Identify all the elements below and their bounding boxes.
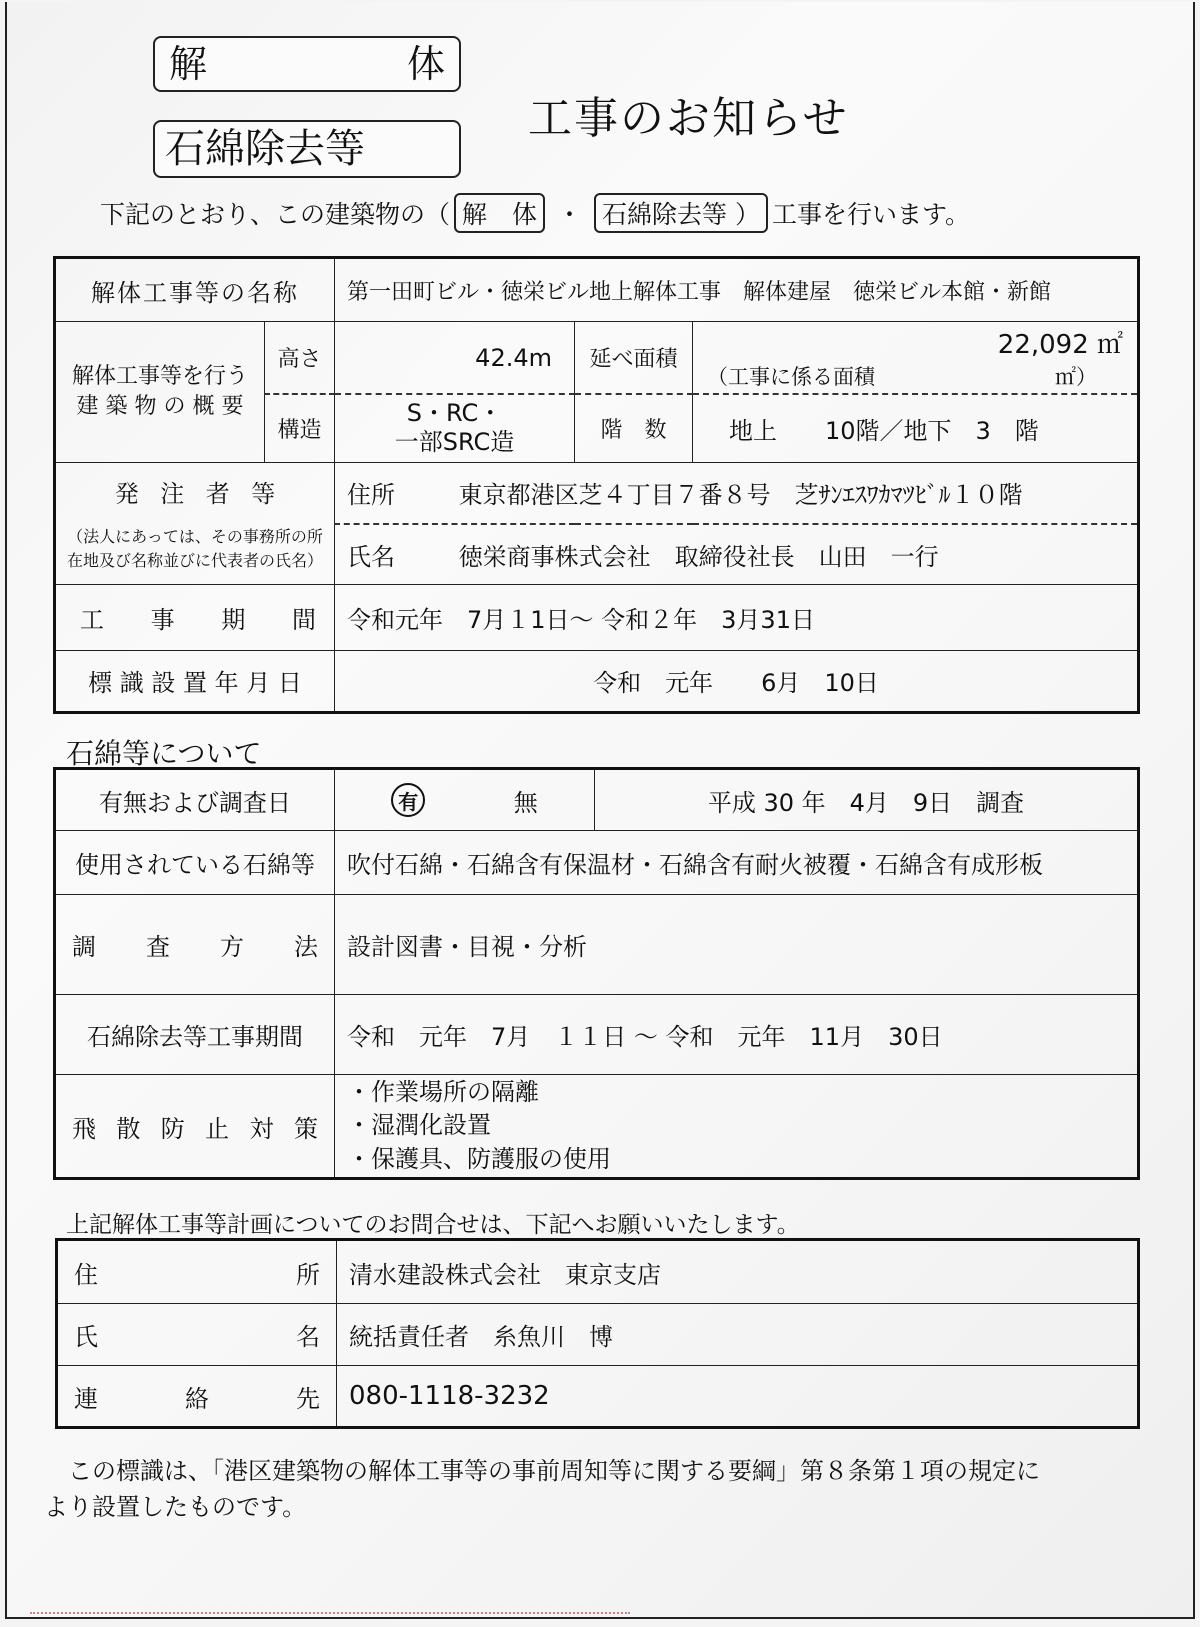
structure-value-line1: S・RC・ bbox=[406, 399, 503, 428]
client-label-char: 発 bbox=[114, 480, 139, 509]
countermeasures-label-char: 散 bbox=[116, 1114, 141, 1143]
method-label-char: 調 bbox=[72, 933, 96, 961]
countermeasure-item: ・保護具、防護服の使用 bbox=[347, 1144, 611, 1173]
intro-suffix: 工事を行います。 bbox=[772, 200, 971, 229]
client-note-line1: （法人にあっては、その事務所の所 bbox=[67, 527, 323, 547]
sign-date-label: 標 識 設 置 年 月 日 bbox=[55, 650, 335, 712]
client-name-value: 徳栄商事株式会社 取締役社長 山田 一行 bbox=[458, 542, 939, 571]
client-name-cell bbox=[335, 524, 1139, 584]
row-name bbox=[55, 258, 1139, 322]
structure-value bbox=[335, 394, 575, 462]
structure-value-line2: 一部SRC造 bbox=[394, 428, 515, 457]
contact-address-value: 清水建設株式会社 東京支店 bbox=[337, 1240, 1139, 1304]
client-address-value: 東京都港区芝４丁目７番８号 芝ｻﾝｴｽﾜｶﾏﾂﾋﾞﾙ１０階 bbox=[458, 481, 1023, 510]
client-name-label: 氏名 bbox=[347, 542, 395, 571]
presence-no: 無 bbox=[513, 788, 538, 817]
contact-name-label-char: 名 bbox=[296, 1323, 320, 1351]
floors-label: 階 数 bbox=[575, 394, 693, 462]
legal-notice-line2: より設置したものです。 bbox=[44, 1493, 307, 1521]
intro-line bbox=[100, 193, 970, 233]
construction-info-table bbox=[53, 256, 1140, 714]
period-label bbox=[55, 584, 335, 650]
contact-phone-value: 080-1118-3232 bbox=[337, 1366, 1139, 1428]
contact-address-label bbox=[57, 1240, 337, 1304]
materials-value: 吹付石綿・石綿含有保温材・石綿含有耐火被覆・石綿含有成形板 bbox=[335, 831, 1139, 895]
presence-options bbox=[335, 769, 595, 831]
row-contact-name bbox=[57, 1304, 1139, 1366]
name-value: 第一田町ビル・徳栄ビル地上解体工事 解体建屋 徳栄ビル本館・新館 bbox=[335, 258, 1139, 322]
contact-address-label-char: 所 bbox=[296, 1260, 320, 1289]
contact-table bbox=[55, 1238, 1140, 1429]
countermeasures-label-char: 飛 bbox=[72, 1114, 96, 1143]
row-height bbox=[55, 322, 1139, 395]
period-value: 令和元年 7月１1日～ 令和２年 3月31日 bbox=[335, 584, 1139, 650]
method-label-char: 方 bbox=[220, 933, 244, 961]
contact-phone-label-char: 連 bbox=[74, 1384, 98, 1413]
row-method bbox=[55, 895, 1139, 995]
client-address-cell bbox=[335, 462, 1139, 524]
intro-option-demolition: 解 体 bbox=[454, 193, 545, 233]
structure-label: 構造 bbox=[265, 394, 335, 462]
survey-date: 平成 30 年 4月 9日 調査 bbox=[595, 769, 1139, 831]
asbestos-table bbox=[53, 767, 1140, 1180]
contact-name-label bbox=[57, 1304, 337, 1366]
countermeasures-label-char: 対 bbox=[249, 1114, 274, 1143]
row-countermeasures bbox=[55, 1075, 1139, 1179]
legal-notice-line1: この標識は、「港区建築物の解体工事等の事前周知等に関する要綱」第８条第１項の規定に bbox=[68, 1457, 1040, 1485]
method-label bbox=[55, 895, 335, 995]
client-label-char: 等 bbox=[251, 480, 276, 509]
method-label-char: 法 bbox=[294, 933, 318, 961]
removal-period-label: 石綿除去等工事期間 bbox=[55, 995, 335, 1075]
work-area-label: （工事に係る面積 bbox=[707, 365, 875, 389]
floor-area-value: 22,092 ㎡ bbox=[997, 330, 1124, 360]
client-label-char: 注 bbox=[160, 480, 185, 509]
countermeasure-item: ・湿潤化設置 bbox=[347, 1111, 491, 1140]
countermeasures-label-char: 防 bbox=[160, 1114, 185, 1143]
asbestos-box bbox=[153, 120, 461, 178]
period-label-char: 間 bbox=[291, 605, 316, 634]
client-note-line2: 在地及び名称並びに代表者の氏名） bbox=[66, 550, 323, 570]
countermeasures-label bbox=[55, 1075, 335, 1179]
row-materials bbox=[55, 831, 1139, 895]
legal-notice bbox=[44, 1453, 1164, 1525]
floor-area-cell bbox=[693, 322, 1139, 395]
page-title: 工事のお知らせ bbox=[528, 93, 849, 144]
countermeasures-label-char: 策 bbox=[293, 1114, 318, 1143]
intro-option-asbestos: 石綿除去等 ） bbox=[594, 193, 768, 233]
row-presence bbox=[55, 769, 1139, 831]
client-address-label: 住所 bbox=[347, 481, 395, 510]
period-label-char: 工 bbox=[80, 605, 104, 634]
row-contact-address bbox=[57, 1240, 1139, 1304]
demolition-char-2: 体 bbox=[406, 42, 445, 86]
countermeasures-label-char: 止 bbox=[205, 1114, 230, 1143]
presence-label: 有無および調査日 bbox=[55, 769, 335, 831]
floors-value: 地上 10階／地下 3 階 bbox=[693, 394, 1139, 462]
row-period bbox=[55, 584, 1139, 650]
asbestos-box-label: 石綿除去等 bbox=[165, 126, 365, 172]
contact-phone-label-char: 先 bbox=[296, 1384, 320, 1413]
bottom-edge-marks bbox=[30, 1612, 630, 1622]
contact-address-label-char: 住 bbox=[74, 1260, 98, 1289]
name-label: 解体工事等の名称 bbox=[55, 258, 335, 322]
intro-prefix: 下記のとおり、この建築物の（ bbox=[100, 200, 451, 229]
row-contact-phone bbox=[57, 1366, 1139, 1428]
row-removal-period bbox=[55, 995, 1139, 1075]
contact-phone-label bbox=[57, 1366, 337, 1428]
height-label: 高さ bbox=[265, 322, 335, 395]
removal-period-value: 令和 元年 7月 １１日 ～ 令和 元年 11月 30日 bbox=[335, 995, 1139, 1075]
period-label-char: 事 bbox=[150, 605, 175, 634]
contact-name-label-char: 氏 bbox=[74, 1323, 98, 1351]
contact-name-value: 統括責任者 糸魚川 博 bbox=[337, 1304, 1139, 1366]
row-sign-date bbox=[55, 650, 1139, 712]
period-label-char: 期 bbox=[221, 605, 246, 634]
overview-label bbox=[55, 322, 265, 463]
contact-intro: 上記解体工事等計画についてのお問合せは、下記へお願いいたします。 bbox=[66, 1212, 800, 1238]
work-area-unit: ㎡） bbox=[1055, 365, 1098, 389]
materials-label: 使用されている石綿等 bbox=[55, 831, 335, 895]
asbestos-section-heading: 石綿等について bbox=[66, 737, 262, 770]
presence-yes-circled: 有 bbox=[391, 783, 425, 817]
countermeasures-list bbox=[335, 1075, 1139, 1179]
intro-separator: ・ bbox=[557, 200, 583, 229]
demolition-char-1: 解 bbox=[169, 42, 208, 86]
method-value: 設計図書・目視・分析 bbox=[335, 895, 1139, 995]
client-label-cell bbox=[55, 462, 335, 584]
demolition-box bbox=[153, 36, 461, 92]
overview-label-line2: 建 築 物 の 概 要 bbox=[76, 393, 244, 419]
countermeasure-item: ・作業場所の隔離 bbox=[347, 1077, 539, 1106]
sign-date-value: 令和 元年 6月 10日 bbox=[335, 650, 1139, 712]
floor-area-label: 延べ面積 bbox=[575, 322, 693, 395]
overview-label-line1: 解体工事等を行う bbox=[71, 364, 248, 390]
client-label-char: 者 bbox=[205, 480, 230, 509]
method-label-char: 査 bbox=[146, 933, 170, 961]
row-client-address bbox=[55, 462, 1139, 524]
contact-phone-label-char: 絡 bbox=[185, 1384, 209, 1413]
height-value: 42.4m bbox=[335, 322, 575, 395]
